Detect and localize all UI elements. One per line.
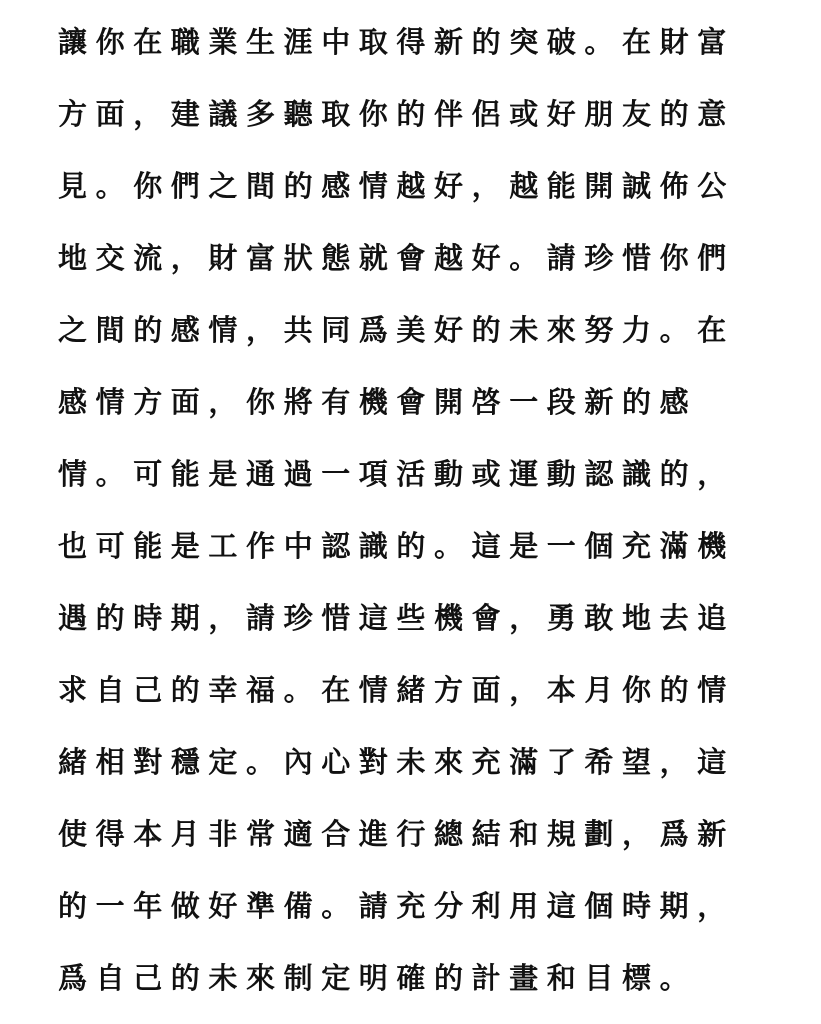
text-line: 也可能是工作中認識的。這是一個充滿機 [58, 529, 735, 563]
text-line: 情。可能是通過一項活動或運動認識的， [58, 457, 735, 491]
text-line: 使得本月非常適合進行總結和規劃，爲新 [58, 817, 735, 851]
text-line: 地交流，財富狀態就會越好。請珍惜你們 [58, 241, 735, 275]
article-body [58, 12, 778, 1020]
text-line: 讓你在職業生涯中取得新的突破。在財富 [58, 25, 735, 59]
text-line: 之間的感情，共同爲美好的未來努力。在 [58, 313, 735, 347]
text-line: 求自己的幸福。在情緒方面，本月你的情 [58, 673, 735, 707]
text-line: 爲自己的未來制定明確的計畫和目標。 [58, 961, 698, 995]
text-line: 見。你們之間的感情越好，越能開誠佈公 [58, 169, 735, 203]
text-line: 緒相對穩定。內心對未來充滿了希望，這 [58, 745, 735, 779]
text-line: 方面，建議多聽取你的伴侶或好朋友的意 [58, 97, 735, 131]
text-line: 遇的時期，請珍惜這些機會，勇敢地去追 [58, 601, 735, 635]
text-line: 的一年做好準備。請充分利用這個時期， [58, 889, 735, 923]
text-line: 感情方面，你將有機會開啓一段新的感 [58, 385, 698, 419]
